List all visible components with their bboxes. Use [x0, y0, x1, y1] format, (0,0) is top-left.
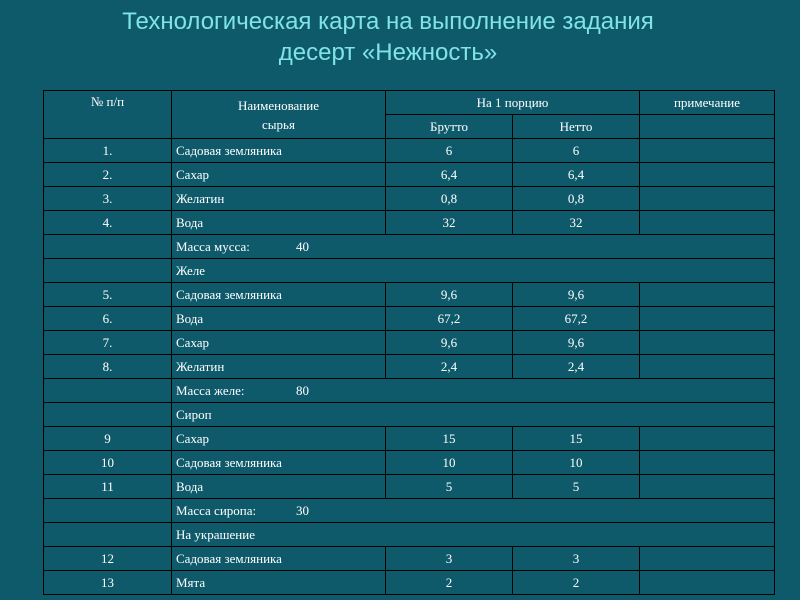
row-ingredient-name: Желатин — [172, 187, 386, 211]
total-cell — [172, 379, 775, 403]
row-note — [640, 355, 775, 379]
table-row — [44, 547, 775, 571]
row-note — [640, 547, 775, 571]
row-note — [640, 331, 775, 355]
row-gross-value: 2,4 — [386, 355, 513, 379]
section-row-empty — [44, 259, 172, 283]
table-row — [44, 427, 775, 451]
row-gross-value: 3 — [386, 547, 513, 571]
recipe-table — [43, 90, 775, 595]
row-note — [640, 187, 775, 211]
section-row-empty — [44, 523, 172, 547]
total-cell — [172, 235, 775, 259]
header-name — [172, 91, 386, 139]
row-note — [640, 163, 775, 187]
total-value: 30 — [296, 502, 309, 518]
table-row — [44, 211, 775, 235]
row-gross-value: 9,6 — [386, 331, 513, 355]
row-net-value: 15 — [513, 427, 640, 451]
total-cell — [172, 499, 775, 523]
row-gross-value: 6,4 — [386, 163, 513, 187]
table-row — [44, 451, 775, 475]
table-row — [44, 187, 775, 211]
row-net-value: 0,8 — [513, 187, 640, 211]
row-ingredient-name: Желатин — [172, 355, 386, 379]
row-net-value: 10 — [513, 451, 640, 475]
row-ingredient-name: Садовая земляника — [172, 547, 386, 571]
table-section-row — [44, 523, 775, 547]
row-number: 9 — [44, 427, 172, 451]
table-header-row — [44, 91, 775, 115]
row-number: 3. — [44, 187, 172, 211]
row-number: 10 — [44, 451, 172, 475]
row-note — [640, 307, 775, 331]
row-gross-value: 32 — [386, 211, 513, 235]
table-row — [44, 475, 775, 499]
row-net-value: 2,4 — [513, 355, 640, 379]
row-number: 6. — [44, 307, 172, 331]
row-number: 12 — [44, 547, 172, 571]
section-label: Желе — [172, 259, 775, 283]
row-number: 4. — [44, 211, 172, 235]
row-ingredient-name: Садовая земляника — [172, 283, 386, 307]
row-gross-value: 10 — [386, 451, 513, 475]
row-net-value: 6 — [513, 139, 640, 163]
table-total-row — [44, 499, 775, 523]
title-line-2: десерт «Нежность» — [278, 39, 498, 66]
table-total-row — [44, 235, 775, 259]
row-number: 7. — [44, 331, 172, 355]
row-net-value: 9,6 — [513, 331, 640, 355]
table-total-row — [44, 379, 775, 403]
row-ingredient-name: Мята — [172, 571, 386, 595]
table-row — [44, 163, 775, 187]
row-ingredient-name: Садовая земляника — [172, 139, 386, 163]
row-note — [640, 451, 775, 475]
header-portion: На 1 порцию — [386, 91, 640, 115]
row-note — [640, 427, 775, 451]
total-value: 80 — [296, 382, 309, 398]
row-gross-value: 5 — [386, 475, 513, 499]
row-net-value: 32 — [513, 211, 640, 235]
total-label: Масса желе: — [176, 382, 245, 398]
row-net-value: 6,4 — [513, 163, 640, 187]
row-net-value: 3 — [513, 547, 640, 571]
row-ingredient-name: Сахар — [172, 163, 386, 187]
total-label: Масса мусса: — [176, 238, 250, 254]
header-net: Нетто — [513, 115, 640, 139]
row-ingredient-name: Сахар — [172, 427, 386, 451]
row-ingredient-name: Вода — [172, 211, 386, 235]
row-gross-value: 2 — [386, 571, 513, 595]
total-label: Масса сиропа: — [176, 502, 257, 518]
table-row — [44, 331, 775, 355]
page-title — [0, 6, 776, 68]
section-row-empty — [44, 403, 172, 427]
table-row — [44, 139, 775, 163]
row-gross-value: 9,6 — [386, 283, 513, 307]
row-ingredient-name: Вода — [172, 475, 386, 499]
row-note — [640, 139, 775, 163]
row-gross-value: 67,2 — [386, 307, 513, 331]
row-net-value: 9,6 — [513, 283, 640, 307]
row-gross-value: 0,8 — [386, 187, 513, 211]
recipe-table-body — [44, 91, 775, 595]
row-ingredient-name: Вода — [172, 307, 386, 331]
header-name-line-1: Наименование — [238, 97, 319, 113]
total-row-empty — [44, 379, 172, 403]
row-number: 13 — [44, 571, 172, 595]
row-note — [640, 283, 775, 307]
row-gross-value: 15 — [386, 427, 513, 451]
header-note: примечание — [640, 91, 775, 115]
table-row — [44, 283, 775, 307]
header-num: № п/п — [44, 91, 172, 139]
row-number: 2. — [44, 163, 172, 187]
table-row — [44, 355, 775, 379]
row-number: 11 — [44, 475, 172, 499]
header-gross: Брутто — [386, 115, 513, 139]
section-label: На украшение — [172, 523, 775, 547]
title-line-1: Технологическая карта на выполнение задания — [122, 8, 654, 35]
table-section-row — [44, 403, 775, 427]
row-net-value: 5 — [513, 475, 640, 499]
row-net-value: 2 — [513, 571, 640, 595]
header-name-line-2: сырья — [262, 116, 295, 132]
row-number: 1. — [44, 139, 172, 163]
row-gross-value: 6 — [386, 139, 513, 163]
row-number: 5. — [44, 283, 172, 307]
row-note — [640, 211, 775, 235]
row-ingredient-name: Сахар — [172, 331, 386, 355]
section-label: Сироп — [172, 403, 775, 427]
row-ingredient-name: Садовая земляника — [172, 451, 386, 475]
total-row-empty — [44, 499, 172, 523]
table-section-row — [44, 259, 775, 283]
row-note — [640, 475, 775, 499]
table-row — [44, 571, 775, 595]
total-row-empty — [44, 235, 172, 259]
total-value: 40 — [296, 238, 309, 254]
header-note-empty — [640, 115, 775, 139]
row-net-value: 67,2 — [513, 307, 640, 331]
table-row — [44, 307, 775, 331]
row-number: 8. — [44, 355, 172, 379]
row-note — [640, 571, 775, 595]
